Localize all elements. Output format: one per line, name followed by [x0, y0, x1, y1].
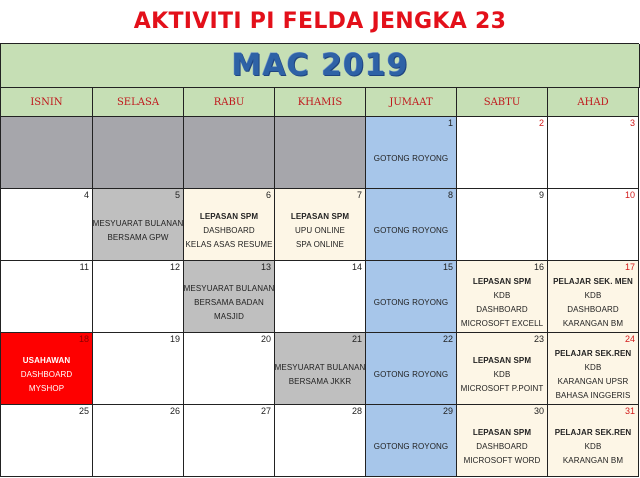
activity-line: LEPASAN SPM — [199, 211, 259, 221]
calendar-day-cell — [366, 405, 457, 477]
calendar-day-cell — [548, 261, 639, 333]
activity-line: KDB — [493, 369, 511, 379]
calendar-day-cell — [93, 261, 184, 333]
calendar-day-cell — [548, 405, 639, 477]
calendar-day-cell — [184, 189, 275, 261]
activity-line: PELAJAR SEK.REN — [554, 348, 632, 358]
calendar-day-cell — [366, 117, 457, 189]
day-number: 11 — [79, 262, 89, 272]
calendar-day-cell — [366, 189, 457, 261]
activity-line: BERSAMA JKKR — [288, 376, 352, 386]
activity-text — [184, 275, 274, 330]
activity-text — [366, 203, 456, 258]
day-number: 19 — [169, 334, 180, 344]
activity-line: BERSAMA GPW — [107, 232, 169, 242]
activity-line: KARANGAN BM — [562, 318, 624, 328]
month-title: MAC 2019 — [231, 48, 409, 83]
activity-line: LEPASAN SPM — [472, 427, 532, 437]
day-number: 27 — [260, 406, 271, 416]
activity-line: MICROSOFT WORD — [463, 455, 541, 465]
day-number: 10 — [624, 190, 635, 200]
weekday-sunday: AHAD — [548, 88, 639, 117]
activity-line: BERSAMA BADAN — [194, 297, 264, 307]
calendar-week-row — [1, 333, 639, 405]
activity-line: MESYUARAT BULANAN — [92, 218, 184, 228]
calendar-day-cell — [366, 261, 457, 333]
day-number: 18 — [78, 334, 89, 344]
calendar-week-row — [1, 189, 639, 261]
activity-line: MICROSOFT EXCELL — [460, 318, 544, 328]
day-number: 22 — [442, 334, 453, 344]
calendar-day-cell — [93, 333, 184, 405]
weekday-header-row — [1, 88, 639, 117]
activity-line: MESYUARAT BULANAN — [183, 283, 275, 293]
weekday-saturday: SABTU — [457, 88, 548, 117]
calendar-day-cell — [275, 261, 366, 333]
calendar-day-cell — [275, 405, 366, 477]
activity-text — [457, 347, 547, 402]
day-number: 21 — [351, 334, 362, 344]
day-number: 7 — [356, 190, 362, 200]
calendar-day-cell — [1, 117, 93, 189]
activity-line: DASHBOARD — [203, 225, 255, 235]
day-number: 20 — [260, 334, 271, 344]
calendar-week-row — [1, 405, 639, 477]
calendar-grid — [0, 43, 639, 477]
page-title: AKTIVITI PI FELDA JENGKA 23 — [133, 9, 507, 34]
activity-line: DASHBOARD — [476, 304, 528, 314]
day-number: 12 — [169, 262, 180, 272]
activity-line: DASHBOARD — [20, 369, 73, 379]
calendar-day-cell — [275, 189, 366, 261]
calendar-weeks — [1, 117, 639, 477]
activity-line: LEPASAN SPM — [472, 276, 532, 286]
activity-line: DASHBOARD — [476, 441, 528, 451]
calendar-day-cell — [1, 333, 93, 405]
activity-line: SPA ONLINE — [296, 239, 344, 249]
activity-line: GOTONG ROYONG — [373, 225, 449, 235]
calendar-day-cell — [548, 189, 639, 261]
day-number: 5 — [174, 190, 180, 200]
day-number: 9 — [538, 190, 544, 200]
weekday-monday: ISNIN — [1, 88, 93, 117]
activity-line: LEPASAN SPM — [472, 355, 532, 365]
activity-text — [366, 419, 456, 474]
calendar-day-cell — [457, 333, 548, 405]
calendar-day-cell — [93, 405, 184, 477]
activity-text — [548, 275, 638, 330]
calendar-day-cell — [366, 333, 457, 405]
day-number: 8 — [447, 190, 453, 200]
activity-line: MESYUARAT BULANAN — [274, 362, 366, 372]
day-number: 26 — [169, 406, 180, 416]
calendar-day-cell — [457, 405, 548, 477]
weekday-wednesday: RABU — [184, 88, 275, 117]
activity-line: GOTONG ROYONG — [373, 441, 449, 451]
weekday-tuesday: SELASA — [93, 88, 184, 117]
calendar-day-cell — [1, 261, 93, 333]
activity-line: MASJID — [214, 311, 244, 321]
activity-line: MYSHOP — [28, 383, 65, 393]
activity-line: USAHAWAN — [22, 355, 71, 365]
activity-line: PELAJAR SEK.REN — [554, 427, 632, 437]
day-number: 13 — [260, 262, 271, 272]
activity-text — [457, 275, 547, 330]
activity-line: KDB — [584, 362, 602, 372]
day-number: 3 — [629, 118, 635, 128]
activity-text — [184, 203, 274, 258]
calendar-week-row — [1, 261, 639, 333]
activity-text — [275, 203, 365, 258]
calendar-day-cell — [275, 117, 366, 189]
day-number: 28 — [351, 406, 362, 416]
calendar-day-cell — [184, 117, 275, 189]
day-number: 29 — [442, 406, 453, 416]
calendar-day-cell — [184, 333, 275, 405]
calendar-day-cell — [93, 189, 184, 261]
activity-text — [457, 419, 547, 474]
activity-text — [366, 275, 456, 330]
calendar-day-cell — [457, 261, 548, 333]
activity-line: DASHBOARD — [567, 304, 619, 314]
day-number: 14 — [351, 262, 362, 272]
calendar-week-row — [1, 117, 639, 189]
day-number: 6 — [265, 190, 271, 200]
month-header — [1, 44, 640, 88]
activity-text — [366, 131, 456, 186]
day-number: 24 — [624, 334, 635, 344]
day-number: 16 — [533, 262, 544, 272]
day-number: 2 — [538, 118, 544, 128]
activity-line: KARANGAN UPSR — [557, 376, 629, 386]
activity-text — [275, 347, 365, 402]
day-number: 23 — [533, 334, 544, 344]
activity-line: BAHASA INGGERIS — [555, 390, 631, 400]
calendar-day-cell — [1, 405, 93, 477]
calendar-day-cell — [548, 117, 639, 189]
day-number: 4 — [83, 190, 89, 200]
activity-line: PELAJAR SEK. MEN — [553, 276, 633, 286]
activity-line: KDB — [584, 441, 602, 451]
activity-line: GOTONG ROYONG — [373, 153, 449, 163]
calendar-day-cell — [548, 333, 639, 405]
calendar-day-cell — [457, 117, 548, 189]
calendar-day-cell — [1, 189, 93, 261]
activity-line: GOTONG ROYONG — [373, 297, 449, 307]
day-number: 17 — [624, 262, 635, 272]
day-number: 1 — [447, 118, 453, 128]
day-number: 31 — [624, 406, 635, 416]
activity-text — [366, 347, 456, 402]
calendar-day-cell — [184, 261, 275, 333]
activity-line: KDB — [493, 290, 511, 300]
day-number: 25 — [78, 406, 89, 416]
activity-line: LEPASAN SPM — [290, 211, 350, 221]
calendar-day-cell — [457, 189, 548, 261]
activity-text — [548, 347, 638, 402]
activity-line: MICROSOFT P.POINT — [460, 383, 544, 393]
activity-line: GOTONG ROYONG — [373, 369, 449, 379]
activity-text — [548, 419, 638, 474]
activity-line: UPU ONLINE — [295, 225, 345, 235]
activity-text — [93, 203, 183, 258]
calendar-day-cell — [93, 117, 184, 189]
weekday-friday: JUMAAT — [366, 88, 457, 117]
activity-line: KDB — [584, 290, 602, 300]
activity-text — [1, 347, 92, 402]
activity-line: KARANGAN BM — [562, 455, 624, 465]
day-number: 15 — [442, 262, 453, 272]
day-number: 30 — [533, 406, 544, 416]
activity-line: KELAS ASAS RESUME — [185, 239, 273, 249]
calendar-day-cell — [275, 333, 366, 405]
weekday-thursday: KHAMIS — [275, 88, 366, 117]
calendar-day-cell — [184, 405, 275, 477]
